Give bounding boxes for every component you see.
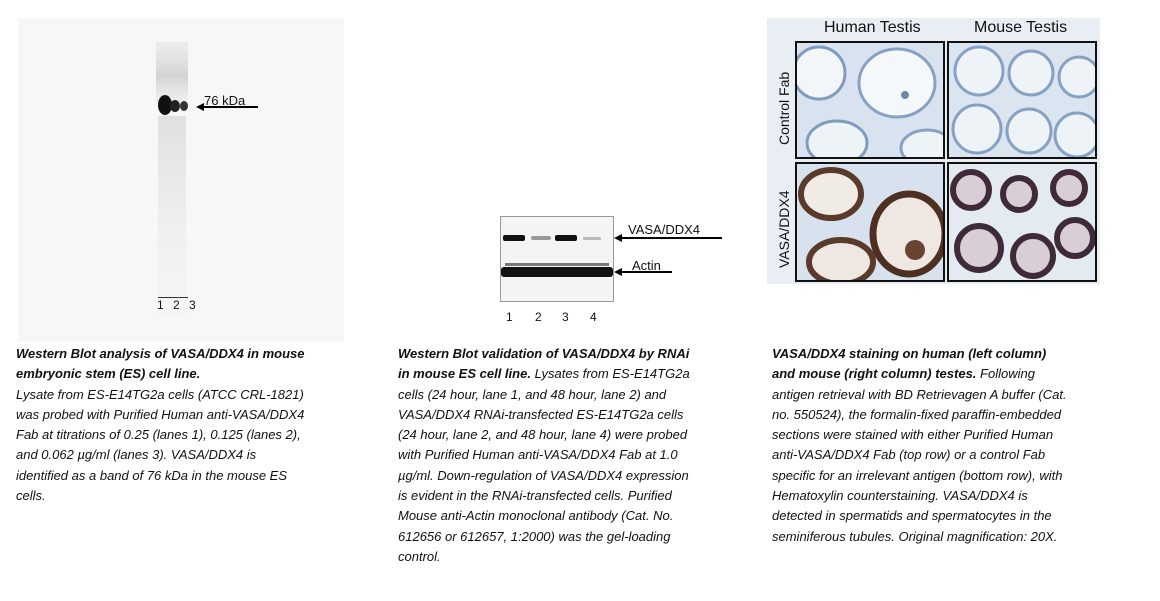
western-blot-2-image <box>500 216 614 302</box>
actin-band-label: Actin <box>632 258 661 273</box>
column-header-mouse: Mouse Testis <box>974 19 1068 36</box>
caption-panel-2 <box>398 344 698 567</box>
lane-2-num-1: 1 <box>506 310 513 324</box>
lane-2-num-3: 3 <box>562 310 569 324</box>
micrograph-mouse-control <box>947 41 1097 159</box>
lane-2-num-2: 2 <box>535 310 542 324</box>
row-header-vasa: VASA/DDX4 <box>776 190 792 268</box>
row-header-control: Control Fab <box>776 71 792 145</box>
caption-panel-3 <box>772 344 1072 547</box>
caption-3-title: VASA/DDX4 staining on human (left column) and mouse (right column) testes. <box>772 346 1047 382</box>
caption-1-title: Western Blot analysis of VASA/DDX4 in mouse embryonic stem (ES) cell line. <box>16 346 305 382</box>
micrograph-mouse-vasa <box>947 162 1097 282</box>
caption-1-body: Lysate from ES-E14TG2a cells (ATCC CRL-1821) was probed with Purified Human anti-VASA/DDX4 Fab at titrations of 0.25 (lanes 1), 0.125 (lanes 2), and 0.062 µg/ml (lanes 3). VASA/DDX4 is identified as a band of 76 kDa in the mouse ES cells. <box>16 386 305 504</box>
western-blot-1-image <box>18 18 344 342</box>
vasa-band-label: VASA/DDX4 <box>628 222 701 237</box>
micrograph-human-control <box>795 41 945 159</box>
micrograph-human-vasa <box>795 162 945 282</box>
column-header-human: Human Testis <box>824 19 921 36</box>
lane-2-num-4: 4 <box>590 310 597 324</box>
molecular-weight-label: 76 kDa <box>204 93 246 108</box>
lane-numbers-1: 1 2 3 <box>157 298 199 312</box>
caption-panel-1 <box>16 344 308 506</box>
caption-3-body: Following antigen retrieval with BD Retrievagen A buffer (Cat. no. 550524), the formalin-fixed paraffin-embedded sections were stained with either Purified Human anti-VASA/DDX4 Fab (top row) or a control Fab specific for an irrelevant antigen (bottom row), with Hematoxylin counterstaining. VASA/DDX4 is detected in spermatids and spermatocytes in the seminiferous tubules. Original magnification: 20X. <box>772 366 1067 544</box>
caption-2-title: Western Blot validation of VASA/DDX4 by RNAi in mouse ES cell line. <box>398 346 690 382</box>
caption-2-body: Lysates from ES-E14TG2a cells (24 hour, lane 1, and 48 hour, lane 2) and VASA/DDX4 RNAi-transfected ES-E14TG2a cells (24 hour, lane 2, and 48 hour, lane 4) were probed with Purified Human anti-VASA/DDX4 Fab at 1.0 µg/ml. Down-regulation of VASA/DDX4 expression is evident in the RNAi-transfected cells. Purified Mouse anti-Actin monoclonal antibody (Cat. No. 612656 or 612657, 1:2000) was the gel-loading control. <box>398 366 690 564</box>
